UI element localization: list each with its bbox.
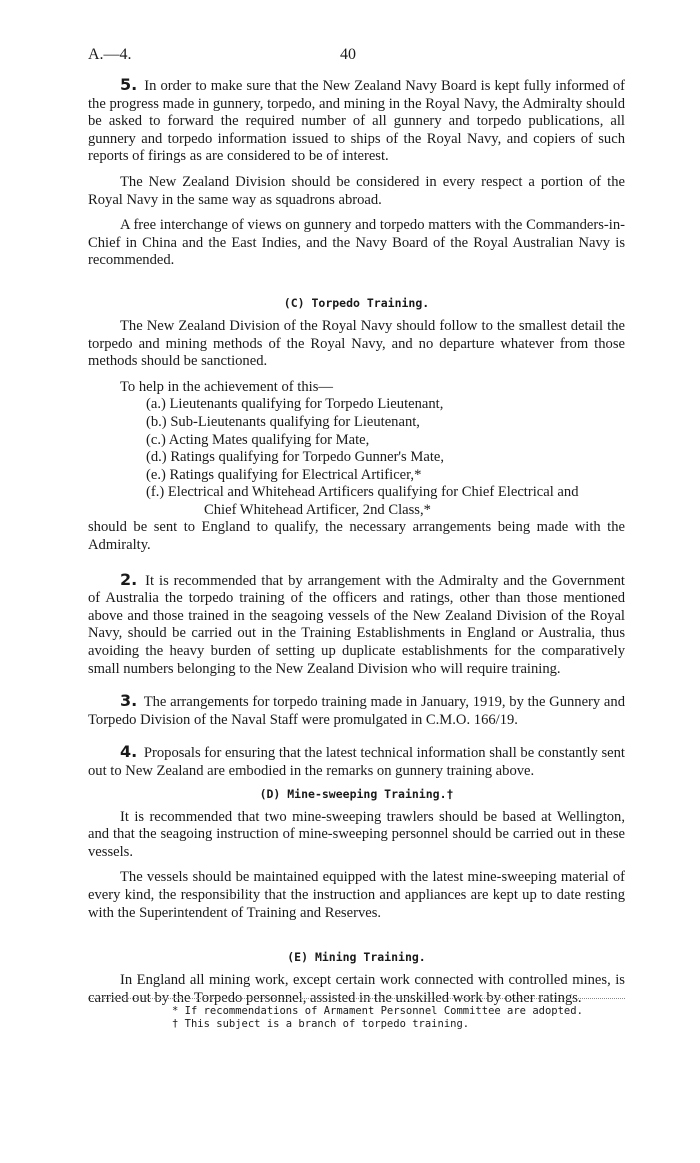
paragraph-trawlers: It is recommended that two mine-sweeping trawlers should be based at Wellington, and that the seagoing instruction of mine-sweeping personnel should be carried out in these vessels. xyxy=(88,808,625,860)
list-item: (a.) Lieutenants qualifying for Torpedo Lieutenant, xyxy=(146,396,444,413)
document-body xyxy=(88,76,625,1007)
list-lead: To help in the achievement of this— xyxy=(120,378,333,395)
paragraph-text: In order to make sure that the New Zealand Navy Board is kept fully informed of the progress made in gunnery, torpedo, and mining in the Royal Navy, the Admiralty should be asked to forward the required number of all gunnery and torpedo publications, all gunnery and torpedo information issued to ships of the Royal Navy, and copiers of such reports of firings as are considered to be of interest. xyxy=(88,78,625,165)
paragraph-free-interchange: A free interchange of views on gunnery and torpedo matters with the Commanders-in-Chief in China and the East Indies, and the Navy Board of the Royal Australian Navy is recommended. xyxy=(88,217,625,269)
paragraph-vessels: The vessels should be maintained equipped with the latest mine-sweeping material of every kind, the responsibility that the instruction and appliances are kept up to date resting with the Superintendent of Training and Reserves. xyxy=(88,869,625,921)
paragraph-number: 4. xyxy=(120,742,138,762)
paragraph-text: Proposals for ensuring that the latest technical information shall be constantly sent out to New Zealand are embodied in the remarks on gunnery training above. xyxy=(88,745,625,779)
paragraph-torpedo-methods: The New Zealand Division of the Royal Navy should follow to the smallest detail the torpedo and mining methods of the Royal Navy, and no departure whatever from those methods should be sanctioned. xyxy=(88,317,625,370)
list-item: (e.) Ratings qualifying for Electrical Artificer,* xyxy=(146,466,422,483)
section-heading-mining: (E) Mining Training. xyxy=(287,950,426,965)
qualification-list xyxy=(88,396,625,519)
paragraph-nz-division: The New Zealand Division should be considered in every respect a portion of the Royal Navy in the same way as squadrons abroad. xyxy=(88,173,625,208)
list-item: (d.) Ratings qualifying for Torpedo Gunner's Mate, xyxy=(146,449,445,466)
page-number: 40 xyxy=(340,46,356,63)
paragraph-number: 2. xyxy=(120,569,138,589)
footnote-dagger: † This subject is a branch of torpedo training. xyxy=(172,1018,470,1030)
paragraph-number: 5. xyxy=(120,75,138,94)
paragraph-number: 3. xyxy=(120,691,138,711)
document-reference: A.—4. xyxy=(88,46,132,63)
list-item xyxy=(88,484,625,519)
section-heading-torpedo: (C) Torpedo Training. xyxy=(283,295,430,310)
paragraph-5 xyxy=(88,76,625,166)
paragraph-text: The arrangements for torpedo training made in January, 1919, by the Gunnery and Torpedo Division of the Naval Staff were promulgated in C.M.O. 166/19. xyxy=(88,694,626,728)
footnotes xyxy=(172,1005,583,1031)
list-item: (b.) Sub-Lieutenants qualifying for Lieutenant, xyxy=(146,413,420,430)
paragraph-4 xyxy=(88,743,625,780)
paragraph-text: It is recommended that by arrangement with the Admiralty and the Government of Australia the torpedo training of the officers and ratings, other than those mentioned above and those trained in the seagoing vessels of the New Zealand Division of the Royal Navy, should be carried out in the Training Establishments in England or Australia, thus avoiding the heavy burden of setting up duplicate establishments for the comparatively small numbers belonging to the New Zealand Division who will require training. xyxy=(88,572,625,677)
list-item-text: (f.) Electrical and Whitehead Artificers qualifying for Chief Electrical and xyxy=(146,484,579,501)
footnote-asterisk: * If recommendations of Armament Personnel Committee are adopted. xyxy=(172,1005,583,1017)
paragraph-3 xyxy=(88,692,625,729)
paragraph-mining: In England all mining work, except certain work connected with controlled mines, is carried out by the Torpedo personnel, assisted in the unskilled work by other ratings. xyxy=(88,972,625,1006)
list-item-continuation: Chief Whitehead Artificer, 2nd Class,* xyxy=(204,501,431,518)
footnote-divider xyxy=(88,998,625,999)
section-heading-minesweeping: (D) Mine-sweeping Training.† xyxy=(259,786,454,801)
paragraph-2 xyxy=(88,571,625,679)
list-item: (c.) Acting Mates qualifying for Mate, xyxy=(146,431,370,448)
paragraph-after-list: should be sent to England to qualify, the necessary arrangements being made with the Admiralty. xyxy=(88,519,625,554)
